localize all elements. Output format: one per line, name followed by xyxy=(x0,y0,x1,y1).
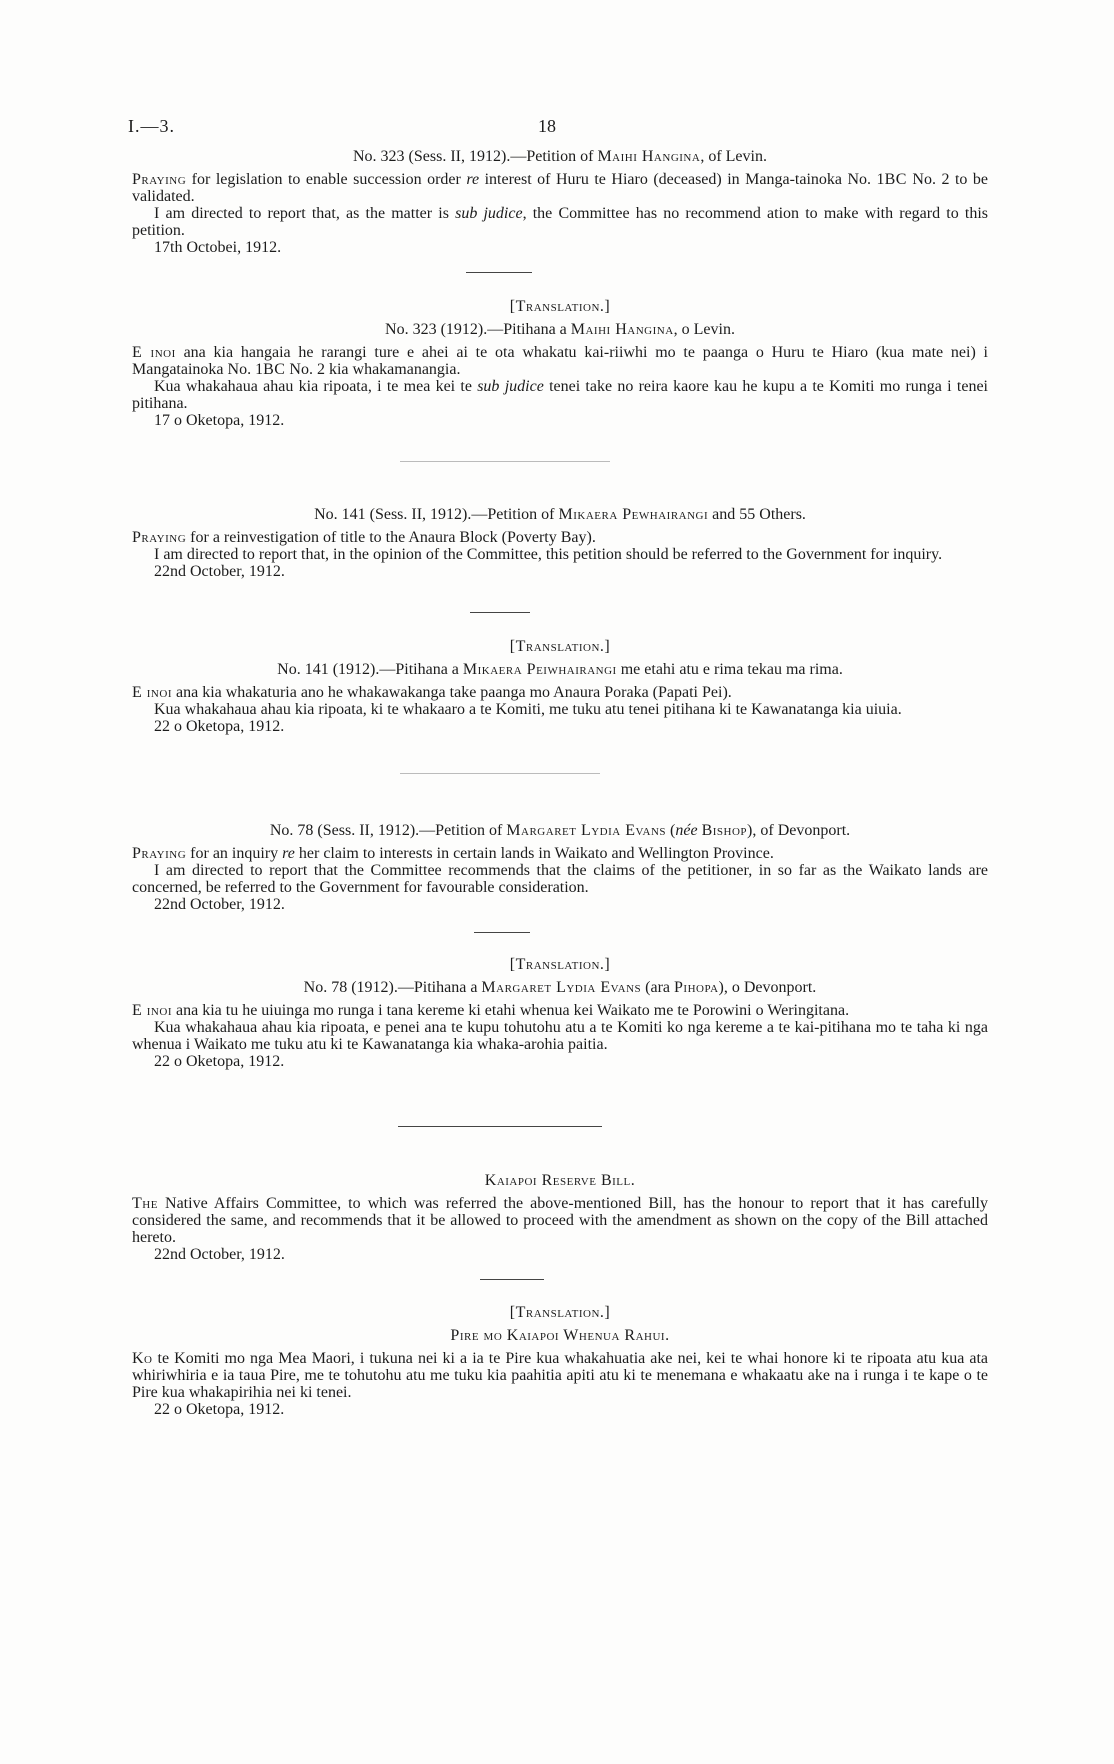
translation-label: [Translation.] xyxy=(509,298,611,315)
section-divider xyxy=(480,1279,544,1280)
petition-heading: No. 323 (Sess. II, 1912).—Petition of Maihi Hangina, of Levin. xyxy=(353,148,767,165)
translation-heading: No. 141 (1912).—Pitihana a Mikaera Peiwhairangi me etahi atu e rima tekau ma rima. xyxy=(277,661,843,678)
section-divider xyxy=(470,612,530,613)
translation-date: 22 o Oketopa, 1912. xyxy=(154,1053,285,1070)
report-date: 22nd October, 1912. xyxy=(154,563,285,580)
committee-report: I am directed to report that, in the opinion of the Committee, this petition should be referred to the Government for inquiry. xyxy=(154,546,943,563)
translation-report: Kua whakahaua ahau kia ripoata, i te mea kei te sub judice tenei take no reira kaore kau he kupu a te Komiti mo runga i tenei pitihana. xyxy=(132,378,988,412)
bill-heading: Kaiapoi Reserve Bill. xyxy=(484,1172,636,1189)
petition-323-section xyxy=(132,148,988,256)
translation-bill-heading: Pire mo Kaiapoi Whenua Rahui. xyxy=(450,1327,670,1344)
petition-78-section xyxy=(132,822,988,913)
section-divider xyxy=(400,461,610,462)
translation-label: [Translation.] xyxy=(509,1304,611,1321)
translation-prayer: E inoi ana kia whakaturia ano he whakawakanga take paanga mo Anaura Poraka (Papati Pei). xyxy=(132,684,732,701)
committee-report: I am directed to report that the Committee recommends that the claims of the petitioner, in so far as the Waikato lands are concerned, be referred to the Government for favourable consideration. xyxy=(132,862,988,896)
petition-heading: No. 78 (Sess. II, 1912).—Petition of Margaret Lydia Evans (née Bishop), of Devonport. xyxy=(269,822,851,839)
petition-prayer: Praying for legislation to enable succession order re interest of Huru te Hiaro (deceased) in Manga-tainoka No. 1BC No. 2 to be validated. xyxy=(132,171,988,205)
petition-141-section xyxy=(132,506,988,580)
petition-prayer: Praying for a reinvestigation of title to the Anaura Block (Poverty Bay). xyxy=(132,529,596,546)
translation-bill-report: Ko te Komiti mo nga Mea Maori, i tukuna nei ki a ia te Pire kua whakahuatia ake nei, kei te whai honore ki te ripoata atu kua ata whiriwhiria e ia taua Pire, me te tohutohu atu me tuku kia paahitia apiti atu ki te menemana e whakaatu ake na i runga i te kape o te Pire kua whakapirihia nei ki tenei. xyxy=(132,1350,988,1401)
translation-heading: No. 323 (1912).—Pitihana a Maihi Hangina, o Levin. xyxy=(385,321,735,338)
report-date: 22nd October, 1912. xyxy=(154,896,285,913)
petition-heading: No. 141 (Sess. II, 1912).—Petition of Mikaera Pewhairangi and 55 Others. xyxy=(314,506,806,523)
translation-323-section xyxy=(132,298,988,429)
translation-prayer: E inoi ana kia tu he uiuinga mo runga i tana kereme ki etahi whenua kei Waikato me te Porowini o Weringitana. xyxy=(132,1002,850,1019)
section-divider xyxy=(398,1126,602,1127)
committee-report: I am directed to report that, as the matter is sub judice, the Committee has no recommend ation to make with regard to this petition. xyxy=(132,205,988,239)
translation-heading: No. 78 (1912).—Pitihana a Margaret Lydia Evans (ara Pihopa), o Devonport. xyxy=(303,979,817,996)
report-date: 17th Octobei, 1912. xyxy=(154,239,282,256)
translation-141-section xyxy=(132,638,988,735)
translation-report: Kua whakahaua ahau kia ripoata, e penei ana te kupu tohutohu atu a te Komiti ko nga kereme a te kai-pitihana mo te taha ki nga whenua i Waikato me tuku atu ki te Kawanatanga kia whaka-arohia paitia. xyxy=(132,1019,988,1053)
section-divider xyxy=(466,272,532,273)
bill-report: The Native Affairs Committee, to which was referred the above-mentioned Bill, has the honour to report that it has carefully considered the same, and recommends that it be allowed to proceed with the amendment as shown on the copy of the Bill attached hereto. xyxy=(132,1195,988,1246)
translation-date: 22 o Oketopa, 1912. xyxy=(154,1401,285,1418)
petition-prayer: Praying for an inquiry re her claim to interests in certain lands in Waikato and Wellington Province. xyxy=(132,845,774,862)
section-divider xyxy=(400,773,600,774)
document-reference: I.—3. xyxy=(128,116,175,136)
translation-date: 17 o Oketopa, 1912. xyxy=(154,412,285,429)
page-number: 18 xyxy=(538,116,556,136)
translation-78-section xyxy=(132,956,988,1070)
translation-label: [Translation.] xyxy=(509,956,611,973)
translation-prayer: E inoi ana kia hangaia he rarangi ture e ahei ai te ota whakatu kai-riiwhi mo te paanga o Huru te Hiaro (kua mate nei) i Mangatainoka No. 1BC No. 2 kia whakamanangia. xyxy=(132,344,988,378)
translation-label: [Translation.] xyxy=(509,638,611,655)
report-date: 22nd October, 1912. xyxy=(154,1246,285,1263)
kaiapoi-bill-section xyxy=(132,1172,988,1263)
translation-date: 22 o Oketopa, 1912. xyxy=(154,718,285,735)
translation-report: Kua whakahaua ahau kia ripoata, ki te whakaaro a te Komiti, me tuku atu tenei pitihana ki te Kawanatanga kia uiuia. xyxy=(154,701,902,718)
translation-kaiapoi-section xyxy=(132,1304,988,1418)
section-divider xyxy=(474,932,530,933)
